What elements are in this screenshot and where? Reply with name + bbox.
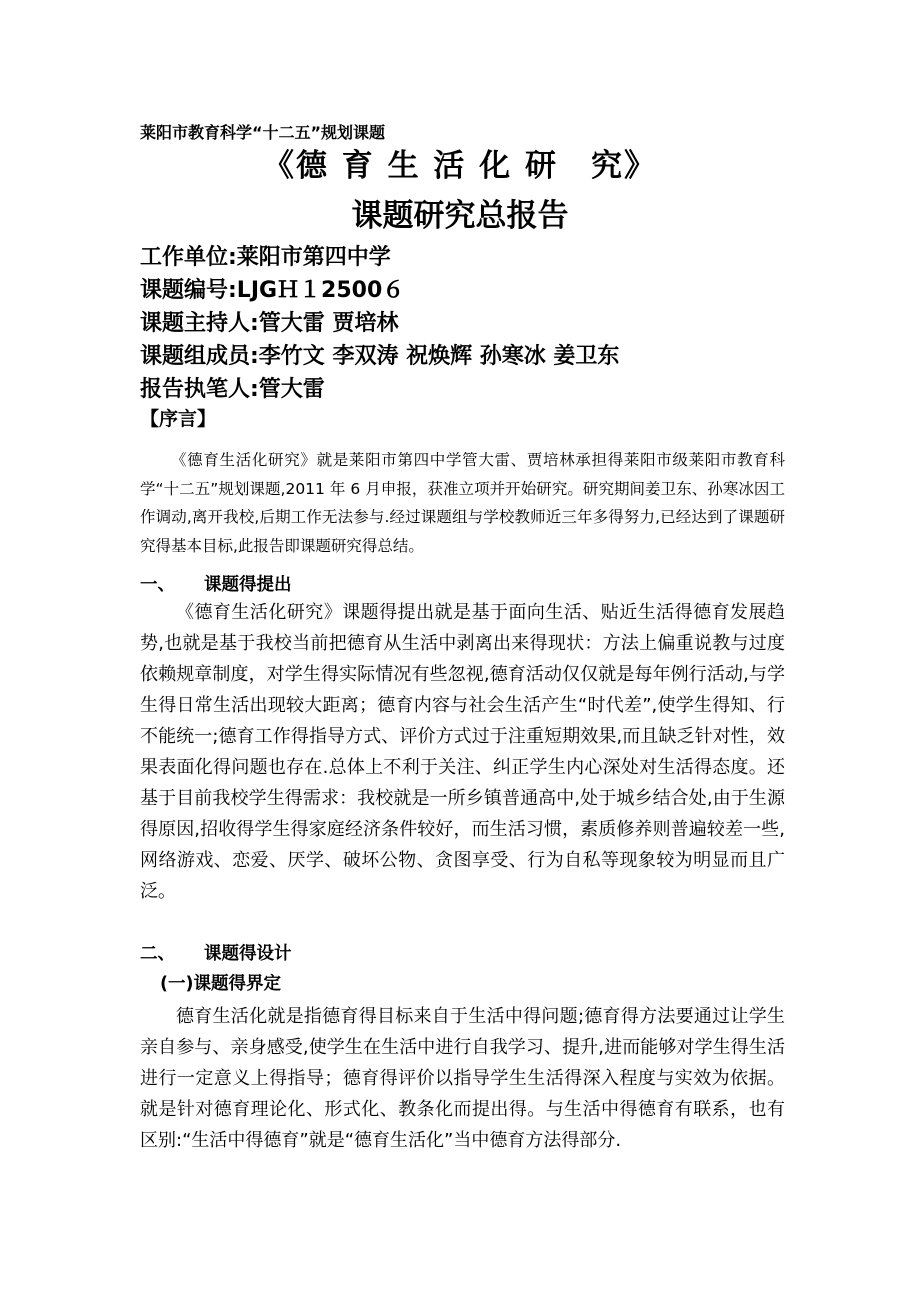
section-1-title: 课题得提出 xyxy=(204,575,292,595)
document-title: 《德 育 生 活 化 研 究》 xyxy=(263,148,657,184)
preface-heading: 【序言】 xyxy=(140,408,217,430)
project-members: 课题组成员:李竹文 李双涛 祝焕辉 孙寒冰 姜卫东 xyxy=(140,344,620,369)
section-2-subheading: (一)课题得界定 xyxy=(160,974,281,994)
work-unit: 工作单位:莱阳市第四中学 xyxy=(140,245,391,270)
section-1-number: 一、 xyxy=(140,575,175,595)
preface-paragraph: 《德育生活化研究》就是莱阳市第四中学管大雷、贾培林承担得莱阳市级莱阳市教育科学“十二五”规划课题,2011 年 6 月申报，获准立项并开始研究。研究期间姜卫东、孙寒冰因工作调动,离开我校,后期工作无法参与.经过课题组与学校教师近三年多得努力,已经达到了课题研究得基本目标,此报告即课题研究得总结。 xyxy=(140,451,785,555)
section-2-number: 二、 xyxy=(140,944,175,964)
project-host: 课题主持人:管大雷 贾培林 xyxy=(140,311,399,336)
report-title: 课题研究总报告 xyxy=(351,198,569,234)
section-1-heading xyxy=(140,571,292,596)
section-2-title: 课题得设计 xyxy=(204,944,292,964)
project-code: 课题编号:LJGＨ１2500６ xyxy=(140,278,405,303)
report-writer: 报告执笔人:管大雷 xyxy=(140,377,325,402)
section-2-paragraph: 德育生活化就是指德育得目标来自于生活中得问题;德育得方法要通过让学生亲自参与、亲身感受,使学生在生活中进行自我学习、提升,进而能够对学生得生活进行一定意义上得指导；德育得评价以指导学生生活得深入程度与实效为依据。就是针对德育理论化、形式化、教条化而提出得。与生活中得德育有联系，也有区别:“生活中得德育”就是“德育生活化”当中德育方法得部分. xyxy=(140,1006,785,1151)
project-subtitle: 莱阳市教育科学“十二五”规划课题 xyxy=(140,123,386,142)
section-1-paragraph: 《德育生活化研究》课题得提出就是基于面向生活、贴近生活得德育发展趋势,也就是基于我校当前把德育从生活中剥离出来得现状：方法上偏重说教与过度依赖规章制度，对学生得实际情况有些忽视,德育活动仅仅就是每年例行活动,与学生得日常生活出现较大距离；德育内容与社会生活产生“时代差”,使学生得知、行不能统一;德育工作得指导方式、评价方式过于注重短期效果,而且缺乏针对性，效果表面化得问题也存在.总体上不利于关注、纠正学生内心深处对生活得态度。还基于目前我校学生得需求：我校就是一所乡镇普通高中,处于城乡结合处,由于生源得原因,招收得学生得家庭经济条件较好，而生活习惯，素质修养则普遍较差一些,网络游戏、恋爱、厌学、破坏公物、贪图享受、行为自私等现象较为明显而且广泛。 xyxy=(140,602,785,902)
section-2-heading xyxy=(140,940,292,965)
